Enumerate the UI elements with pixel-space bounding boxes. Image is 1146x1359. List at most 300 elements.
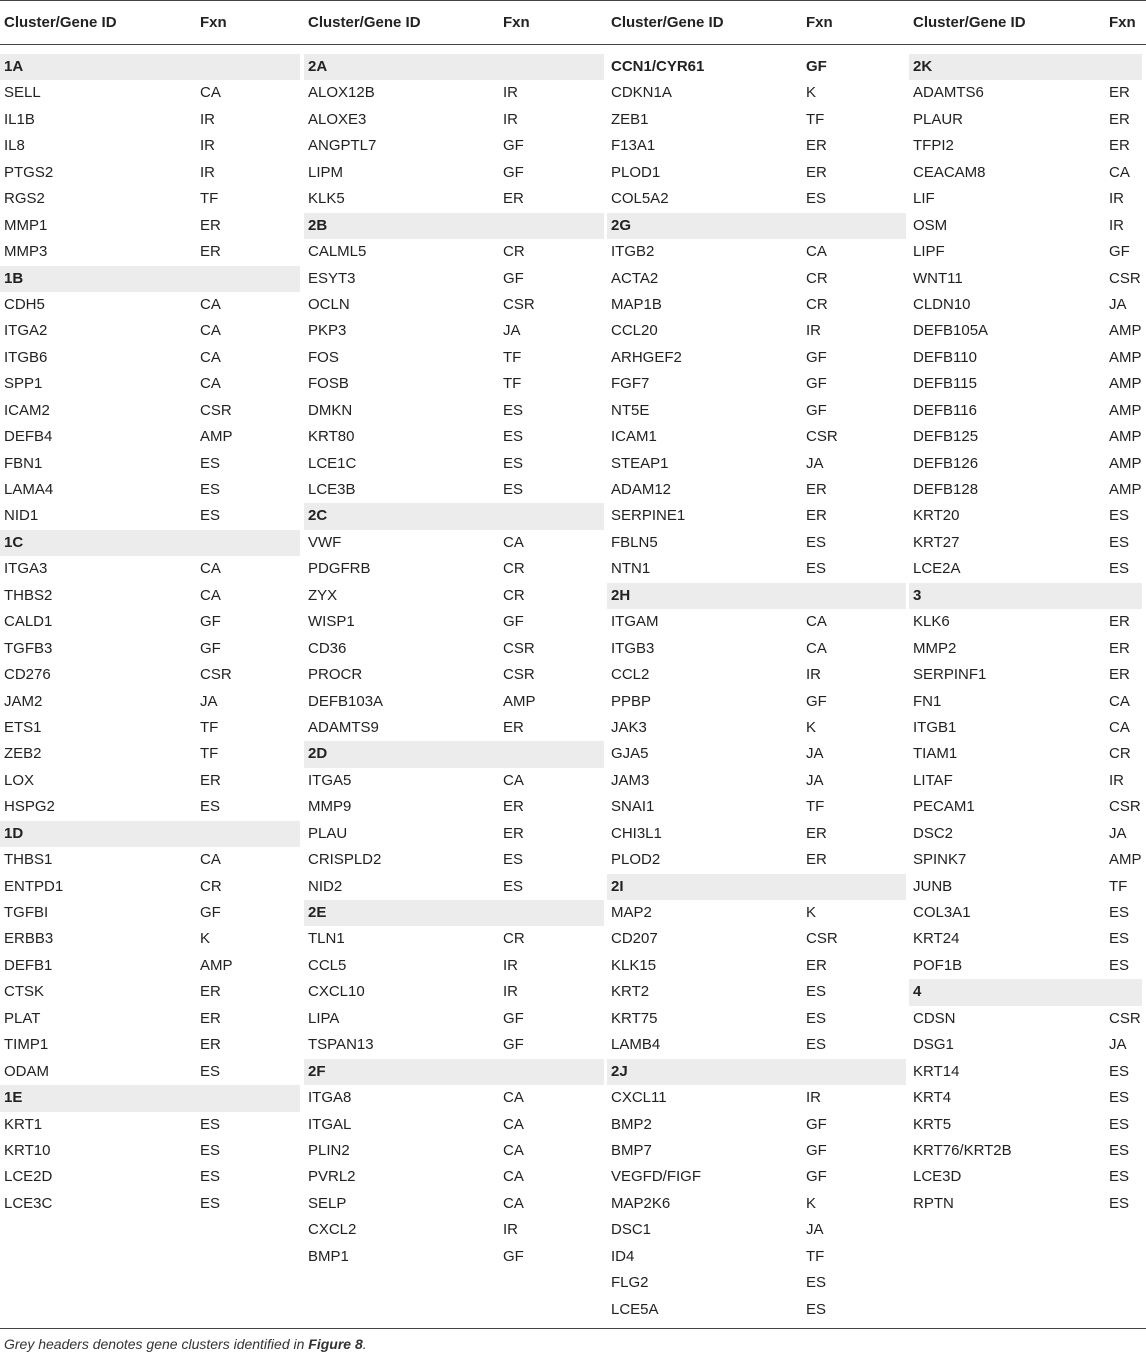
gene-row (607, 979, 906, 1005)
gene-id: MAP2K6 (611, 1194, 671, 1212)
cluster-id: 1A (4, 58, 24, 75)
gene-row (304, 794, 604, 820)
gene-function: CA (200, 375, 221, 393)
gene-id: ITGB3 (611, 639, 655, 657)
gene-row (0, 318, 300, 344)
gene-row (909, 80, 1142, 106)
gene-function: AMP (1109, 481, 1142, 498)
gene-row (909, 1112, 1142, 1138)
gene-id: JUNB (913, 877, 953, 895)
gene-row (607, 54, 906, 80)
gene-row (304, 318, 604, 344)
gene-row (909, 741, 1142, 767)
gene-function: TF (1109, 877, 1128, 895)
gene-function: ES (1109, 507, 1130, 525)
gene-function: CSR (806, 930, 838, 948)
gene-id: DEFB105A (913, 322, 989, 340)
gene-id: HSPG2 (4, 798, 55, 816)
gene-id: TSPAN13 (308, 1036, 374, 1054)
cluster-id: 2A (308, 58, 328, 75)
gene-id: PLIN2 (308, 1141, 350, 1159)
gene-row (607, 1297, 906, 1323)
cluster-id: 2E (308, 904, 327, 921)
gene-function: GF (200, 613, 221, 631)
gene-id: MMP3 (4, 243, 48, 261)
gene-row (304, 1032, 604, 1058)
gene-row (607, 133, 906, 159)
row-list (0, 54, 300, 1217)
gene-row (607, 1032, 906, 1058)
gene-id: ESYT3 (308, 269, 356, 287)
gene-id: CCL20 (611, 322, 658, 340)
gene-row (304, 107, 604, 133)
gene-row (607, 794, 906, 820)
gene-row (0, 477, 300, 503)
gene-row (0, 609, 300, 635)
gene-id: PECAM1 (913, 798, 975, 816)
gene-id: NID1 (4, 507, 39, 525)
gene-id: KRT4 (913, 1089, 952, 1107)
gene-function: ER (1109, 84, 1130, 102)
gene-function: ES (1109, 1115, 1130, 1133)
gene-function: IR (503, 983, 518, 1001)
gene-function: ER (200, 771, 221, 789)
gene-row (304, 133, 604, 159)
gene-id: KRT14 (913, 1062, 960, 1080)
gene-id: LAMA4 (4, 481, 54, 498)
gene-row (304, 847, 604, 873)
gene-function: CA (806, 639, 827, 657)
gene-function: ER (503, 798, 524, 816)
gene-row (0, 80, 300, 106)
gene-row (909, 1138, 1142, 1164)
gene-id: TIMP1 (4, 1036, 49, 1054)
cluster-id: 1D (4, 824, 24, 842)
gene-row (0, 953, 300, 979)
gene-id: KLK5 (308, 190, 345, 208)
gene-row (607, 345, 906, 371)
gene-row (0, 503, 300, 529)
gene-row (304, 239, 604, 265)
gene-row (0, 292, 300, 318)
gene-id: COL3A1 (913, 904, 971, 921)
gene-function: AMP (1109, 428, 1142, 446)
gene-function: ES (200, 1168, 221, 1186)
gene-row (909, 689, 1142, 715)
gene-id: PROCR (308, 666, 363, 684)
gene-row (909, 900, 1142, 926)
gene-row (304, 292, 604, 318)
gene-row (607, 847, 906, 873)
gene-function: ER (200, 216, 221, 234)
gene-row (304, 345, 604, 371)
gene-row (304, 953, 604, 979)
gene-row (0, 160, 300, 186)
gene-row (304, 821, 604, 847)
gene-function: IR (1109, 771, 1124, 789)
gene-id: TFPI2 (913, 137, 954, 155)
gene-id: ALOXE3 (308, 110, 367, 128)
gene-function: CR (503, 243, 525, 261)
row-list (304, 54, 604, 1270)
gene-id: VEGFD/FIGF (611, 1168, 701, 1186)
gene-function: CA (503, 1115, 524, 1133)
gene-function: ER (806, 137, 827, 155)
gene-id: FGF7 (611, 375, 650, 393)
gene-function: ES (503, 428, 524, 446)
cluster-id: 2C (308, 507, 328, 525)
gene-id: BMP7 (611, 1141, 652, 1159)
gene-id-header: Cluster/Gene ID (4, 14, 117, 31)
cluster-header-row (0, 530, 300, 556)
gene-function: CA (806, 613, 827, 631)
gene-row (909, 1164, 1142, 1190)
gene-function: ES (806, 533, 827, 551)
gene-function: ER (200, 243, 221, 261)
gene-id: DEFB128 (913, 481, 979, 498)
row-list (909, 54, 1142, 1217)
cluster-id: 2D (308, 745, 328, 763)
gene-id: ALOX12B (308, 84, 375, 102)
gene-id: NID2 (308, 877, 343, 895)
gene-function: JA (806, 745, 824, 763)
gene-function: CA (503, 1141, 524, 1159)
gene-function: GF (503, 613, 524, 631)
gene-id: FN1 (913, 692, 942, 710)
gene-function: ER (806, 507, 827, 525)
gene-id: PLAUR (913, 110, 964, 128)
gene-row (909, 424, 1142, 450)
gene-id: CALD1 (4, 613, 53, 631)
fxn-header: Fxn (1109, 14, 1136, 31)
table-top-rule (0, 0, 1146, 1)
gene-row (304, 477, 604, 503)
gene-function: GF (806, 58, 827, 75)
gene-function: ER (503, 718, 524, 736)
cluster-header-row (0, 54, 300, 80)
gene-row (909, 477, 1142, 503)
gene-function: IR (806, 1089, 821, 1107)
gene-function: CA (1109, 718, 1130, 736)
gene-function: ES (200, 454, 221, 472)
gene-id: CD207 (611, 930, 658, 948)
table-bottom-rule (0, 1328, 1146, 1329)
gene-id: CDSN (913, 1009, 956, 1027)
gene-id: KRT2 (611, 983, 650, 1001)
gene-row (304, 662, 604, 688)
gene-function: IR (200, 137, 215, 155)
gene-row (304, 874, 604, 900)
gene-id: LCE3D (913, 1168, 962, 1186)
gene-function: CR (503, 586, 525, 604)
gene-function: CR (200, 877, 222, 895)
gene-function: ES (1109, 560, 1130, 578)
gene-function: TF (200, 745, 219, 763)
gene-id: PKP3 (308, 322, 347, 340)
gene-function: ES (200, 507, 221, 525)
gene-function: AMP (1109, 851, 1142, 869)
gene-id: ITGA5 (308, 771, 352, 789)
gene-row (304, 768, 604, 794)
gene-function: JA (1109, 1036, 1127, 1054)
gene-function: IR (1109, 190, 1124, 208)
cluster-header-row (304, 503, 604, 529)
gene-function: ES (200, 1115, 221, 1133)
gene-id: LCE2A (913, 560, 961, 578)
cluster-id: 2I (611, 877, 624, 895)
gene-row (607, 186, 906, 212)
gene-function: TF (503, 348, 522, 366)
gene-row (909, 239, 1142, 265)
gene-function: GF (200, 904, 221, 921)
gene-function: ES (503, 877, 524, 895)
gene-function: GF (503, 1036, 524, 1054)
gene-row (0, 689, 300, 715)
gene-function: IR (1109, 216, 1124, 234)
gene-id: THBS2 (4, 586, 53, 604)
gene-row (909, 398, 1142, 424)
caption-period: . (362, 1336, 367, 1352)
gene-row (304, 556, 604, 582)
gene-row (0, 107, 300, 133)
gene-id: KLK6 (913, 613, 950, 631)
gene-id: CXCL11 (611, 1089, 667, 1107)
gene-id: ID4 (611, 1247, 635, 1265)
gene-id: PDGFRB (308, 560, 371, 578)
gene-function: CA (503, 1194, 524, 1212)
gene-row (909, 715, 1142, 741)
gene-id: SERPINF1 (913, 666, 987, 684)
gene-row (0, 900, 300, 926)
gene-row (0, 662, 300, 688)
gene-row (909, 451, 1142, 477)
cluster-header-row (909, 583, 1142, 609)
gene-id: WISP1 (308, 613, 355, 631)
gene-id: ITGB6 (4, 348, 48, 366)
gene-function: GF (503, 269, 524, 287)
gene-id: TGFB3 (4, 639, 53, 657)
cluster-header-row (0, 821, 300, 847)
gene-row (304, 609, 604, 635)
gene-id: DEFB115 (913, 375, 977, 393)
gene-id: GJA5 (611, 745, 649, 763)
cluster-id: 2J (611, 1062, 628, 1080)
gene-row (607, 1085, 906, 1111)
gene-row (607, 530, 906, 556)
gene-row (607, 1138, 906, 1164)
gene-row (909, 345, 1142, 371)
gene-function: ER (806, 824, 827, 842)
gene-row (0, 186, 300, 212)
gene-row (607, 609, 906, 635)
gene-row (0, 979, 300, 1005)
gene-id: TIAM1 (913, 745, 958, 763)
gene-function: GF (806, 401, 827, 419)
gene-id: TGFBI (4, 904, 49, 921)
gene-id: ENTPD1 (4, 877, 64, 895)
gene-row (909, 107, 1142, 133)
cluster-id: 2G (611, 216, 632, 234)
gene-function: CA (200, 560, 221, 578)
gene-function: JA (1109, 295, 1127, 313)
gene-function: CR (806, 269, 828, 287)
cluster-id: 1E (4, 1089, 23, 1107)
gene-id: STEAP1 (611, 454, 669, 472)
cluster-header-row (909, 54, 1142, 80)
fxn-header: Fxn (806, 14, 833, 31)
gene-row (0, 1059, 300, 1085)
gene-function: ES (806, 1036, 827, 1054)
gene-id: LIPF (913, 243, 945, 261)
gene-id: WNT11 (913, 269, 963, 287)
gene-id: FOSB (308, 375, 349, 393)
gene-id: ITGAM (611, 613, 659, 631)
cluster-header-row (304, 1059, 604, 1085)
gene-id: ZEB2 (4, 745, 42, 763)
gene-row (607, 900, 906, 926)
gene-id: ITGA2 (4, 322, 48, 340)
gene-id: DEFB103A (308, 692, 384, 710)
gene-row (607, 160, 906, 186)
gene-id: CLDN10 (913, 295, 971, 313)
gene-id: JAM3 (611, 771, 650, 789)
gene-function: ES (200, 1062, 221, 1080)
gene-id: ICAM2 (4, 401, 50, 419)
gene-function: K (806, 1194, 817, 1212)
gene-id: LITAF (913, 771, 953, 789)
gene-id: KRT80 (308, 428, 355, 446)
gene-id: CD276 (4, 666, 51, 684)
gene-row (607, 821, 906, 847)
gene-id: CD36 (308, 639, 347, 657)
gene-id: PTGS2 (4, 163, 54, 181)
gene-function: CA (503, 1089, 524, 1107)
gene-id: PLAU (308, 824, 348, 842)
gene-row (607, 266, 906, 292)
gene-row (909, 213, 1142, 239)
gene-row (607, 662, 906, 688)
gene-row (0, 1138, 300, 1164)
gene-id: SELL (4, 84, 41, 102)
gene-row (909, 186, 1142, 212)
gene-row (909, 926, 1142, 952)
gene-id: RPTN (913, 1194, 954, 1212)
gene-function: AMP (1109, 375, 1142, 393)
gene-function: GF (806, 1115, 827, 1133)
gene-function: AMP (1109, 348, 1142, 366)
gene-row (304, 1006, 604, 1032)
gene-function: ES (806, 1009, 827, 1027)
gene-id: IL1B (4, 110, 35, 128)
gene-row (909, 794, 1142, 820)
gene-row (304, 636, 604, 662)
gene-id: IL8 (4, 137, 25, 155)
gene-function: JA (806, 1221, 824, 1239)
gene-function: GF (806, 1141, 827, 1159)
gene-id: ETS1 (4, 718, 42, 736)
gene-function: ER (1109, 137, 1130, 155)
cluster-id: 1B (4, 269, 24, 287)
gene-row (0, 345, 300, 371)
gene-row (304, 1164, 604, 1190)
gene-row (607, 477, 906, 503)
gene-row (0, 715, 300, 741)
gene-row (607, 715, 906, 741)
cluster-id: 2F (308, 1062, 326, 1080)
row-list (607, 54, 906, 1323)
gene-function: CR (1109, 745, 1131, 763)
gene-id: ITGB2 (611, 243, 655, 261)
gene-id: SPP1 (4, 375, 43, 393)
gene-row (304, 926, 604, 952)
gene-function: ES (200, 798, 221, 816)
gene-function: CA (1109, 692, 1130, 710)
gene-row (607, 741, 906, 767)
gene-function: ES (1109, 956, 1130, 974)
gene-id: CALML5 (308, 243, 367, 261)
gene-row (0, 1032, 300, 1058)
gene-function: CA (503, 771, 524, 789)
gene-function: JA (200, 692, 218, 710)
gene-row (909, 160, 1142, 186)
gene-function: ES (503, 851, 524, 869)
gene-row (607, 768, 906, 794)
gene-function: IR (503, 110, 518, 128)
table-caption (4, 1336, 367, 1352)
gene-function: CA (1109, 163, 1130, 181)
gene-row (909, 1006, 1142, 1032)
gene-row (909, 318, 1142, 344)
fxn-header: Fxn (503, 14, 530, 31)
gene-function: ES (1109, 904, 1130, 921)
gene-function: ES (503, 454, 524, 472)
gene-id: LCE2D (4, 1168, 53, 1186)
gene-id: FBN1 (4, 454, 43, 472)
gene-row (607, 80, 906, 106)
gene-id: PVRL2 (308, 1168, 356, 1186)
gene-id: ITGA8 (308, 1089, 352, 1107)
gene-id: SPINK7 (913, 851, 967, 869)
gene-function: ER (503, 824, 524, 842)
gene-row (909, 1191, 1142, 1217)
gene-function: CA (200, 348, 221, 366)
gene-id-header: Cluster/Gene ID (308, 14, 421, 31)
gene-id: DEFB4 (4, 428, 53, 446)
gene-function: ER (1109, 613, 1130, 631)
gene-function: GF (806, 1168, 827, 1186)
gene-row (0, 583, 300, 609)
gene-id: JAK3 (611, 718, 647, 736)
gene-row (304, 1138, 604, 1164)
gene-row (607, 318, 906, 344)
gene-id: BMP2 (611, 1115, 652, 1133)
gene-id: CTSK (4, 983, 45, 1001)
gene-function: ES (806, 1274, 827, 1292)
gene-row (909, 662, 1142, 688)
gene-row (304, 1085, 604, 1111)
gene-id: TLN1 (308, 930, 345, 948)
gene-function: IR (806, 666, 821, 684)
gene-id: DEFB126 (913, 454, 979, 472)
gene-row (909, 636, 1142, 662)
gene-id: KRT20 (913, 507, 960, 525)
gene-id: OSM (913, 216, 948, 234)
gene-function: TF (806, 1247, 825, 1265)
gene-row (607, 424, 906, 450)
gene-row (607, 926, 906, 952)
gene-row (304, 371, 604, 397)
gene-id: LCE1C (308, 454, 357, 472)
